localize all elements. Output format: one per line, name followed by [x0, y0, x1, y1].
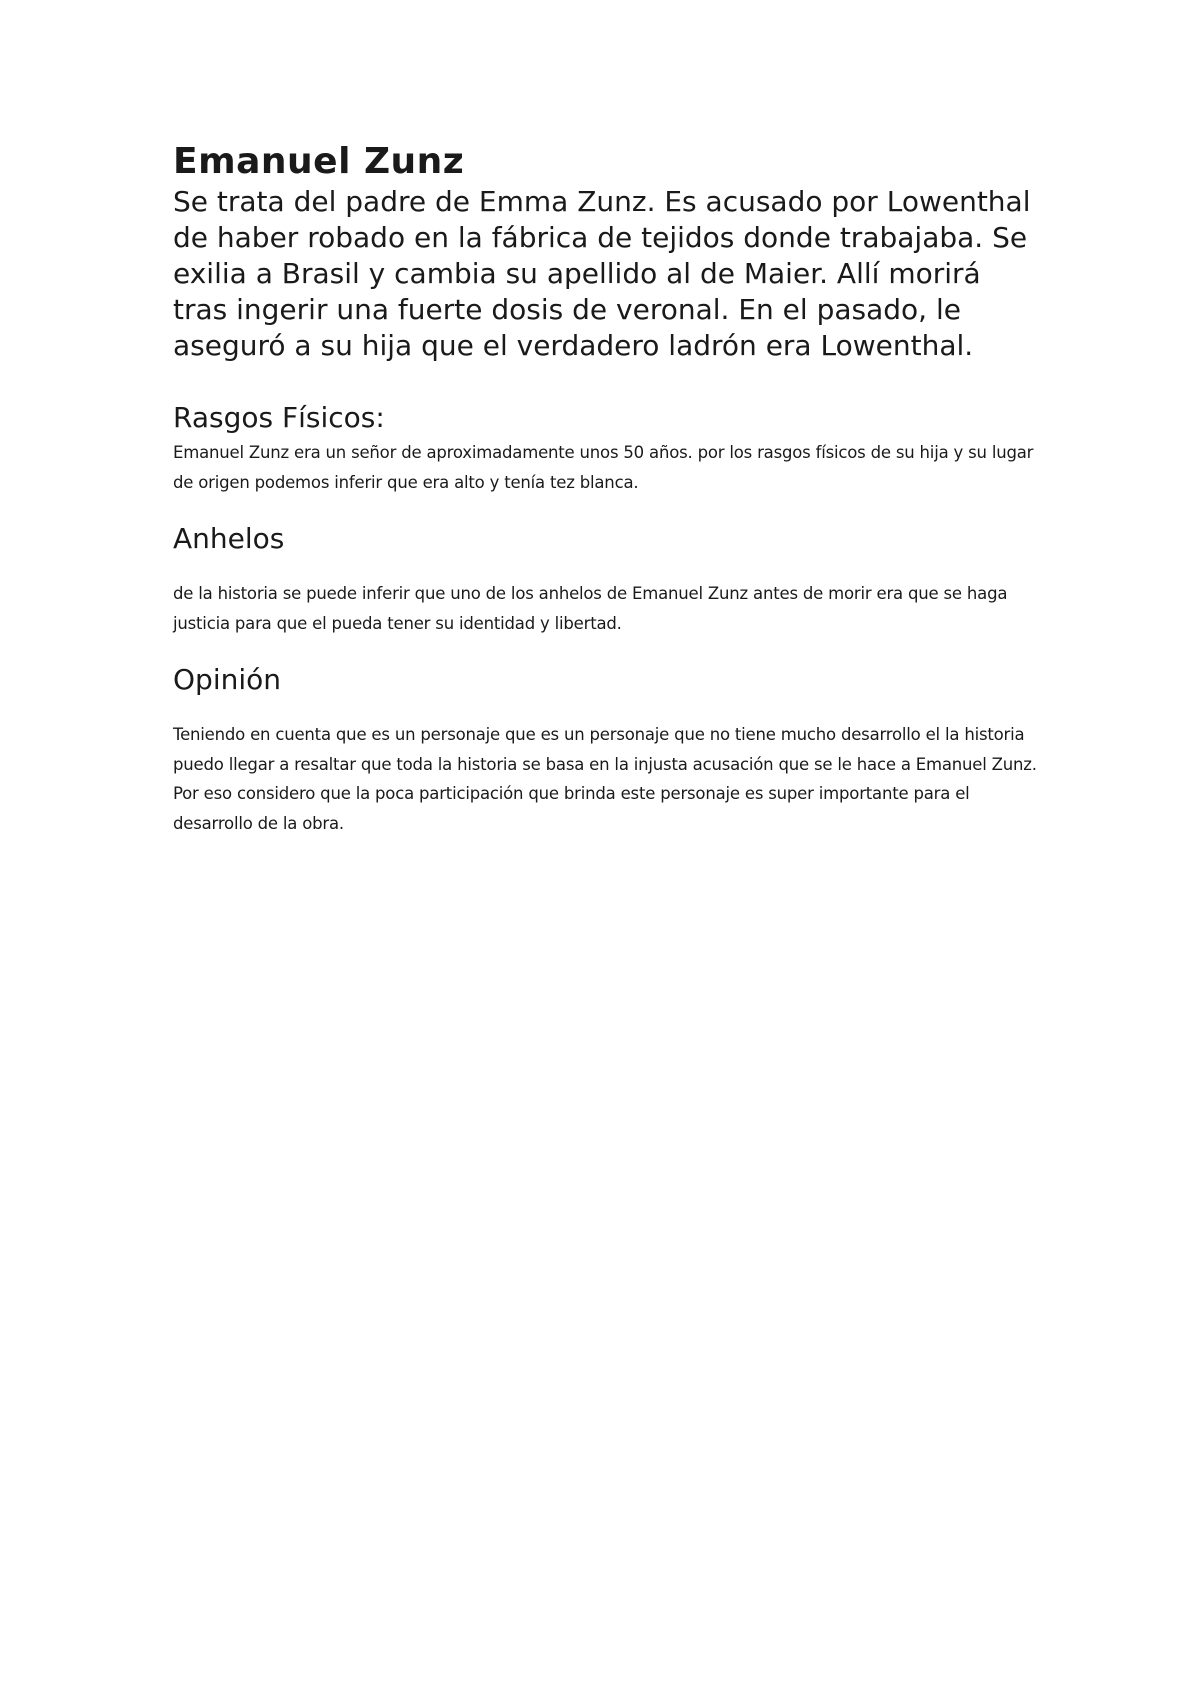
section-heading-anhelos: Anhelos	[173, 522, 285, 555]
document-content	[173, 140, 1043, 838]
section-text-opinion: Teniendo en cuenta que es un personaje que es un personaje que no tiene mucho desarrollo el la historia puedo llegar a resaltar que toda la historia se basa en la injusta acusación que se le hace a Emanuel Zunz. Por eso considero que la poca participación que brinda este personaje es super importante para el desarrollo de la obra.	[173, 725, 1037, 833]
section-text-anhelos: de la historia se puede inferir que uno de los anhelos de Emanuel Zunz antes de morir era que se haga justicia para que el pueda tener su identidad y libertad.	[173, 584, 1008, 633]
section-heading-rasgos-fisicos: Rasgos Físicos:	[173, 401, 385, 434]
intro-paragraph: Se trata del padre de Emma Zunz. Es acusado por Lowenthal de haber robado en la fábrica de tejidos donde trabajaba. Se exilia a Brasil y cambia su apellido al de Maier. Allí morirá tras ingerir una fuerte dosis de veronal. En el pasado, le aseguró a su hija que el verdadero ladrón era Lowenthal.	[173, 185, 1031, 362]
document-title: Emanuel Zunz	[173, 141, 465, 182]
section-text-rasgos-fisicos: Emanuel Zunz era un señor de aproximadamente unos 50 años. por los rasgos físicos de su hija y su lugar de origen podemos inferir que era alto y tenía tez blanca.	[173, 443, 1034, 492]
section-heading-opinion: Opinión	[173, 663, 281, 696]
